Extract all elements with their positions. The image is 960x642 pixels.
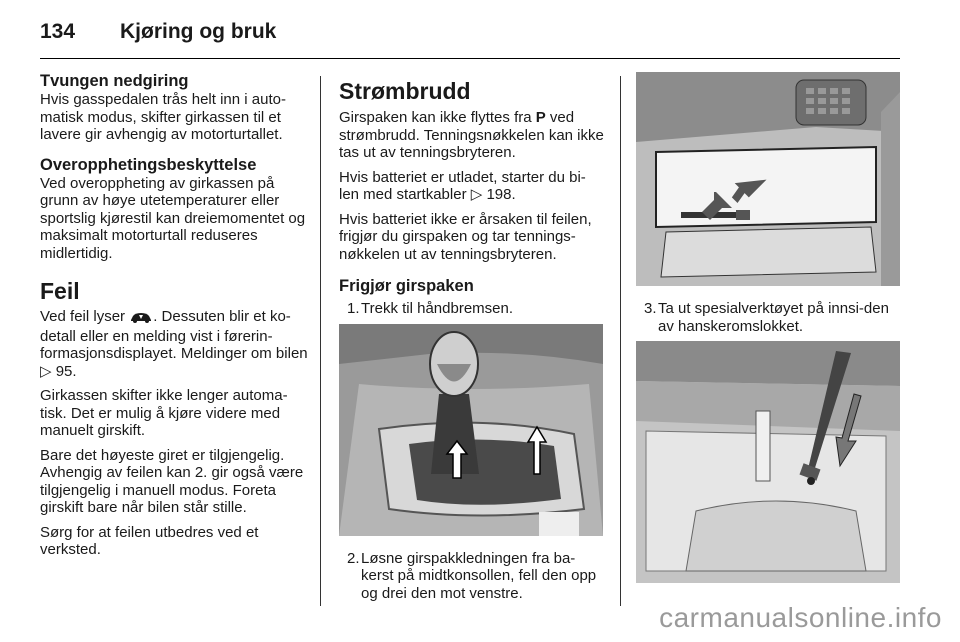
fault-paragraph-3: Bare det høyeste giret er tilgjengelig. Avhengig av feilen kan 2. gir også være tilgjengelig i manuell modus. Foreta girskift bare når bilen står stille. [40, 446, 304, 516]
header-rule [40, 58, 900, 59]
step-item [636, 300, 900, 335]
car-warning-icon [129, 310, 153, 328]
power-text-b: ved strømbrudd. Tenningsnøkkelen kan ikke tas ut av tenningsbryteren. [339, 109, 604, 161]
page-header [40, 18, 920, 54]
column-2 [339, 72, 605, 602]
column-3 [636, 72, 900, 583]
gear-lever-illustration [339, 324, 603, 536]
watermark: carmanualsonline.info [659, 602, 942, 633]
subsection-title-release-lever: Frigjør girspaken [339, 277, 474, 295]
step-number: 2. [347, 549, 360, 567]
fault-text-b: . Dessuten blir et ko-detall eller en melding vist i førerin-formasjonsdisplayet. Meldinger om bilen [40, 308, 308, 362]
page-number: 134 [40, 20, 76, 43]
fault-paragraph-1 [40, 308, 312, 380]
park-position-label: P [535, 109, 546, 126]
column-divider-1 [320, 76, 321, 606]
battery-text: Hvis batteriet er utladet, starter du bi-len med startkabler [339, 168, 586, 203]
column-1 [40, 72, 312, 559]
column-divider-2 [620, 76, 621, 606]
power-text-a: Girspaken kan ikke flyttes fra [339, 109, 536, 126]
power-failure-paragraph-2 [339, 169, 605, 204]
steps-list-2 [339, 550, 605, 603]
step-number: 1. [347, 300, 360, 317]
special-tool-illustration [636, 341, 900, 583]
fault-page-ref[interactable]: 95. [55, 362, 77, 380]
step-item [339, 550, 605, 603]
section-title-forced-downshift: Tvungen nedgiring [40, 72, 189, 90]
step-text: Løsne girspakkledningen fra ba-kerst på midtkonsollen, fell den opp og drei den mot venstre. [361, 549, 597, 602]
power-failure-paragraph-1 [339, 109, 605, 162]
section-title-fault: Feil [40, 278, 80, 304]
fault-paragraph-4: Sørg for at feilen utbedres ved et verksted. [40, 523, 259, 558]
overheat-text: Ved overoppheting av girkassen på grunn av høye utetemperaturer eller sportslig kjørestil kan dreiemomentet og maksimalt motorturtall reduseres midlertidig. [40, 174, 306, 262]
page-title: Kjøring og bruk [120, 20, 277, 43]
section-title-power-failure: Strømbrudd [339, 78, 471, 104]
fault-text-a: Ved feil lyser [40, 308, 130, 325]
fault-paragraph-2: Girkassen skifter ikke lenger automa-tisk. Det er mulig å kjøre videre med manuelt girskift. [40, 387, 288, 439]
battery-page-ref[interactable]: 198. [486, 186, 516, 203]
step-item [339, 300, 605, 318]
step-number: 3. [644, 300, 657, 317]
steps-list-1 [339, 300, 605, 318]
ref-arrow-icon: ▷ [40, 362, 52, 380]
glovebox-illustration [636, 72, 900, 286]
power-failure-paragraph-3: Hvis batteriet ikke er årsaken til feilen, frigjør du girspaken og tar tennings-nøkkelen ut av tenningsbryteren. [339, 210, 592, 263]
ref-arrow-icon: ▷ [470, 186, 483, 203]
step-text: Ta ut spesialverktøyet på innsi-den av hanskeromslokket. [658, 300, 889, 335]
forced-downshift-text: Hvis gasspedalen trås helt inn i auto-matisk modus, skifter girkassen til et lavere gir avhengig av motorturtallet. [40, 91, 286, 143]
steps-list-3 [636, 300, 900, 335]
section-title-overheat: Overopphetingsbeskyttelse [40, 155, 257, 174]
step-text: Trekk til håndbremsen. [361, 300, 514, 317]
